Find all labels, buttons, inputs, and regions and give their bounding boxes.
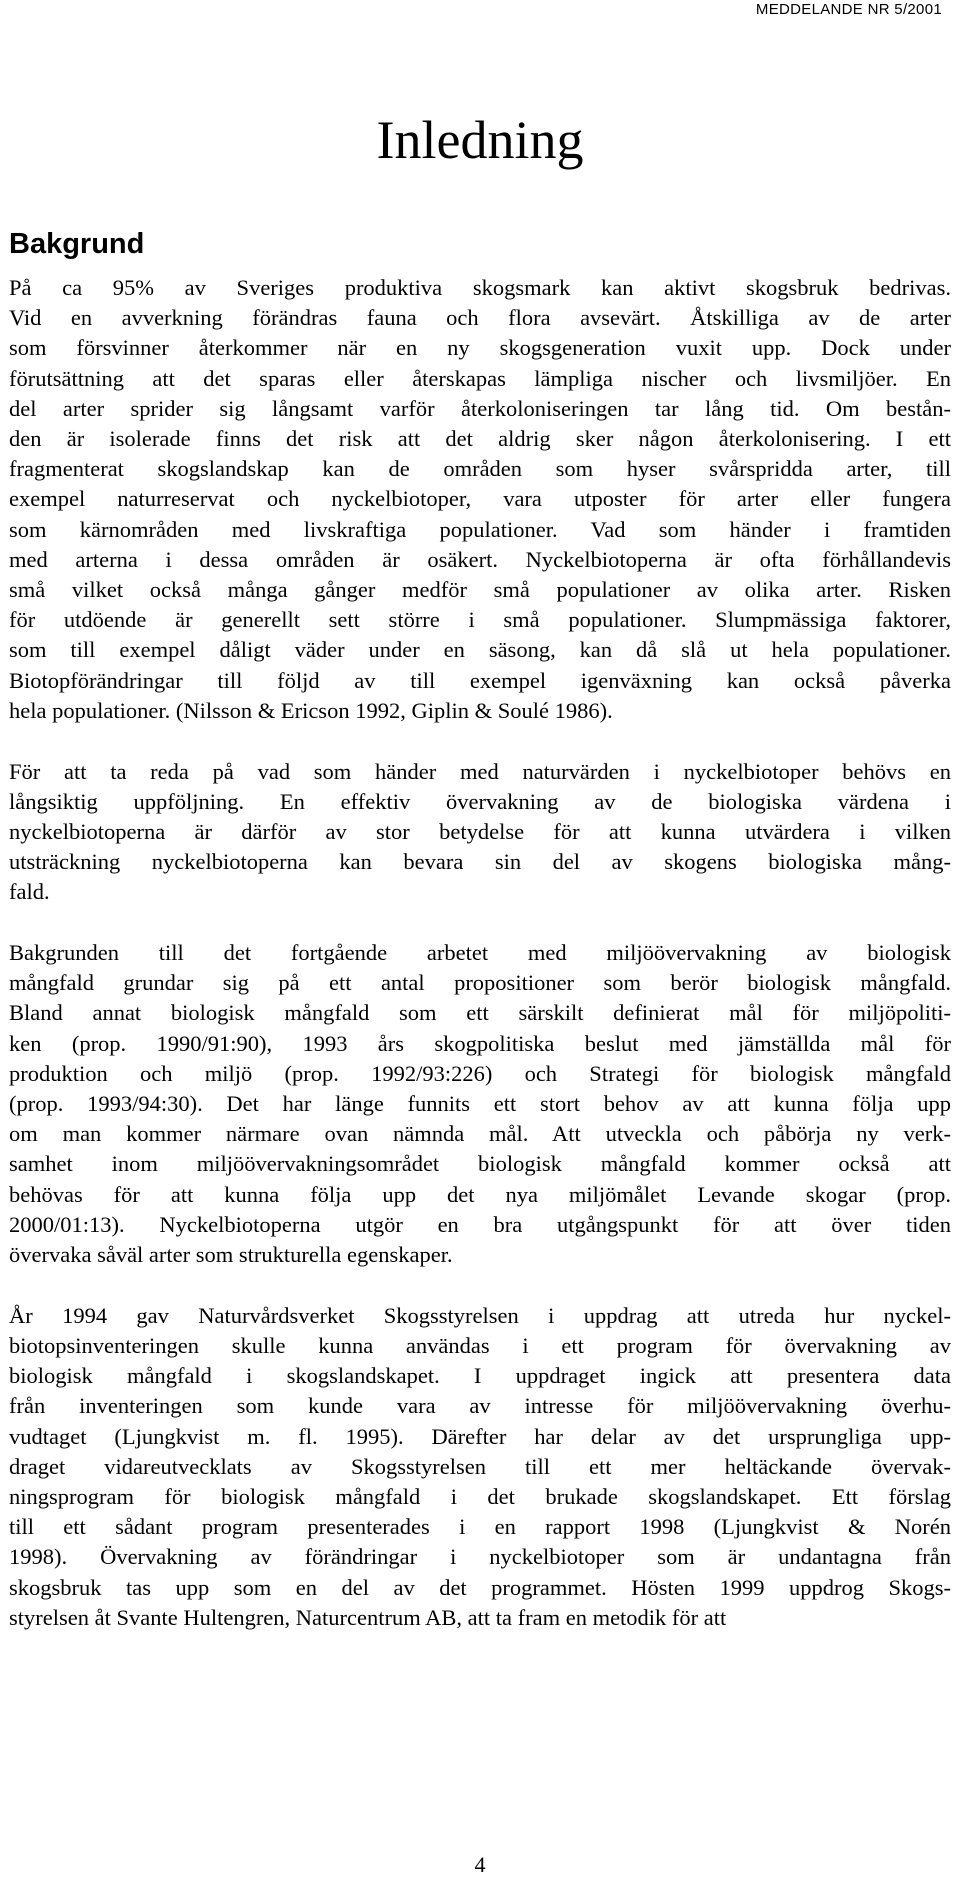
text-line: små vilket också många gånger medför små populationer av olika arter. Risken [9, 577, 951, 603]
text-line: förutsättning att det sparas eller återskapas lämpliga nischer och livsmiljöer. En [9, 365, 951, 391]
text-line: draget vidareutvecklats av Skogsstyrelsen till ett mer heltäckande övervak- [9, 1453, 951, 1479]
page-title: Inledning [376, 110, 584, 170]
text-line: biologisk mångfald i skogslandskapet. I uppdraget ingick att presentera data [9, 1363, 951, 1389]
text-line: ken (prop. 1990/91:90), 1993 års skogpolitiska beslut med jämställda mål för [9, 1030, 951, 1056]
text-line: för utdöende är generellt sett större i små populationer. Slumpmässiga faktorer, [9, 607, 951, 633]
paragraph [9, 938, 951, 1270]
running-header: MEDDELANDE NR 5/2001 [755, 1, 942, 18]
text-line: produktion och miljö (prop. 1992/93:226) och Strategi för biologisk mångfald [9, 1060, 951, 1086]
text-line: till ett sådant program presenterades i en rapport 1998 (Ljungkvist & Norén [9, 1514, 951, 1540]
text-line: År 1994 gav Naturvårdsverket Skogsstyrelsen i uppdrag att utreda hur nyckel- [9, 1302, 951, 1328]
paragraph [9, 273, 951, 726]
text-line: del arter sprider sig långsamt varför återkoloniseringen tar lång tid. Om bestån- [9, 395, 951, 421]
text-line: På ca 95% av Sveriges produktiva skogsmark kan aktivt skogsbruk bedrivas. [9, 275, 951, 300]
paragraph [9, 757, 951, 908]
page-number: 4 [474, 1852, 486, 1877]
text-line: behövas för att kunna följa upp det nya miljömålet Levande skogar (prop. [9, 1181, 951, 1207]
section-heading: Bakgrund [9, 228, 145, 260]
text-line: om man kommer närmare ovan nämnda mål. Att utveckla och påbörja ny verk- [9, 1121, 951, 1147]
text-line: som till exempel dåligt väder under en säsong, kan då slå ut hela populationer. [9, 637, 951, 663]
text-line: med arterna i dessa områden är osäkert. Nyckelbiotoperna är ofta förhållandevis [9, 546, 951, 572]
text-line: 1998). Övervakning av förändringar i nyckelbiotoper som är undantagna från [9, 1544, 951, 1570]
text-line: För att ta reda på vad som händer med naturvärden i nyckelbiotoper behövs en [9, 758, 951, 784]
text-line: långsiktig uppföljning. En effektiv övervakning av de biologiska värdena i [9, 788, 951, 814]
text-line: (prop. 1993/94:30). Det har länge funnits ett stort behov av att kunna följa upp [9, 1091, 951, 1117]
text-line: Vid en avverkning förändras fauna och flora avsevärt. Åtskilliga av de arter [9, 305, 951, 331]
text-line: övervaka såväl arter som strukturella egenskaper. [9, 1242, 453, 1268]
text-line: hela populationer. (Nilsson & Ericson 1992, Giplin & Soulé 1986). [9, 697, 613, 723]
text-line: 2000/01:13). Nyckelbiotoperna utgör en bra utgångspunkt för att över tiden [9, 1211, 951, 1237]
text-line: nyckelbiotoperna är därför av stor betydelse för att kunna utvärdera i vilken [9, 818, 951, 844]
text-line: utsträckning nyckelbiotoperna kan bevara sin del av skogens biologiska mång- [9, 849, 951, 875]
text-line: fald. [9, 879, 50, 905]
text-line: från inventeringen som kunde vara av intresse för miljöövervakning överhu- [9, 1393, 951, 1419]
text-line: Bland annat biologisk mångfald som ett särskilt definierat mål för miljöpoliti- [9, 1000, 951, 1026]
text-line: styrelsen åt Svante Hultengren, Naturcentrum AB, att ta fram en metodik för att [9, 1604, 727, 1630]
text-line: Biotopförändringar till följd av till exempel igenväxning kan också påverka [9, 667, 951, 693]
text-line: skogsbruk tas upp som en del av det programmet. Hösten 1999 uppdrog Skogs- [9, 1574, 951, 1600]
text-line: biotopsinventeringen skulle kunna användas i ett program för övervakning av [9, 1333, 951, 1358]
text-line: som kärnområden med livskraftiga populationer. Vad som händer i framtiden [9, 516, 951, 542]
text-line: mångfald grundar sig på ett antal propositioner som berör biologisk mångfald. [9, 970, 951, 996]
paragraph [9, 1301, 951, 1633]
text-line: den är isolerade finns det risk att det aldrig sker någon återkolonisering. I ett [9, 426, 951, 452]
text-line: som försvinner återkommer när en ny skogsgeneration vuxit upp. Dock under [9, 335, 951, 361]
text-line: ningsprogram för biologisk mångfald i det brukade skogslandskapet. Ett förslag [9, 1484, 951, 1510]
text-line: samhet inom miljöövervakningsområdet biologisk mångfald kommer också att [9, 1151, 951, 1177]
text-line: exempel naturreservat och nyckelbiotoper, vara utposter för arter eller fungera [9, 486, 951, 512]
text-line: Bakgrunden till det fortgående arbetet med miljöövervakning av biologisk [9, 940, 951, 966]
body-text [9, 273, 951, 1664]
text-line: fragmenterat skogslandskap kan de områden som hyser svårspridda arter, till [9, 456, 951, 482]
text-line: vudtaget (Ljungkvist m. fl. 1995). Därefter har delar av det ursprungliga upp- [9, 1423, 951, 1449]
